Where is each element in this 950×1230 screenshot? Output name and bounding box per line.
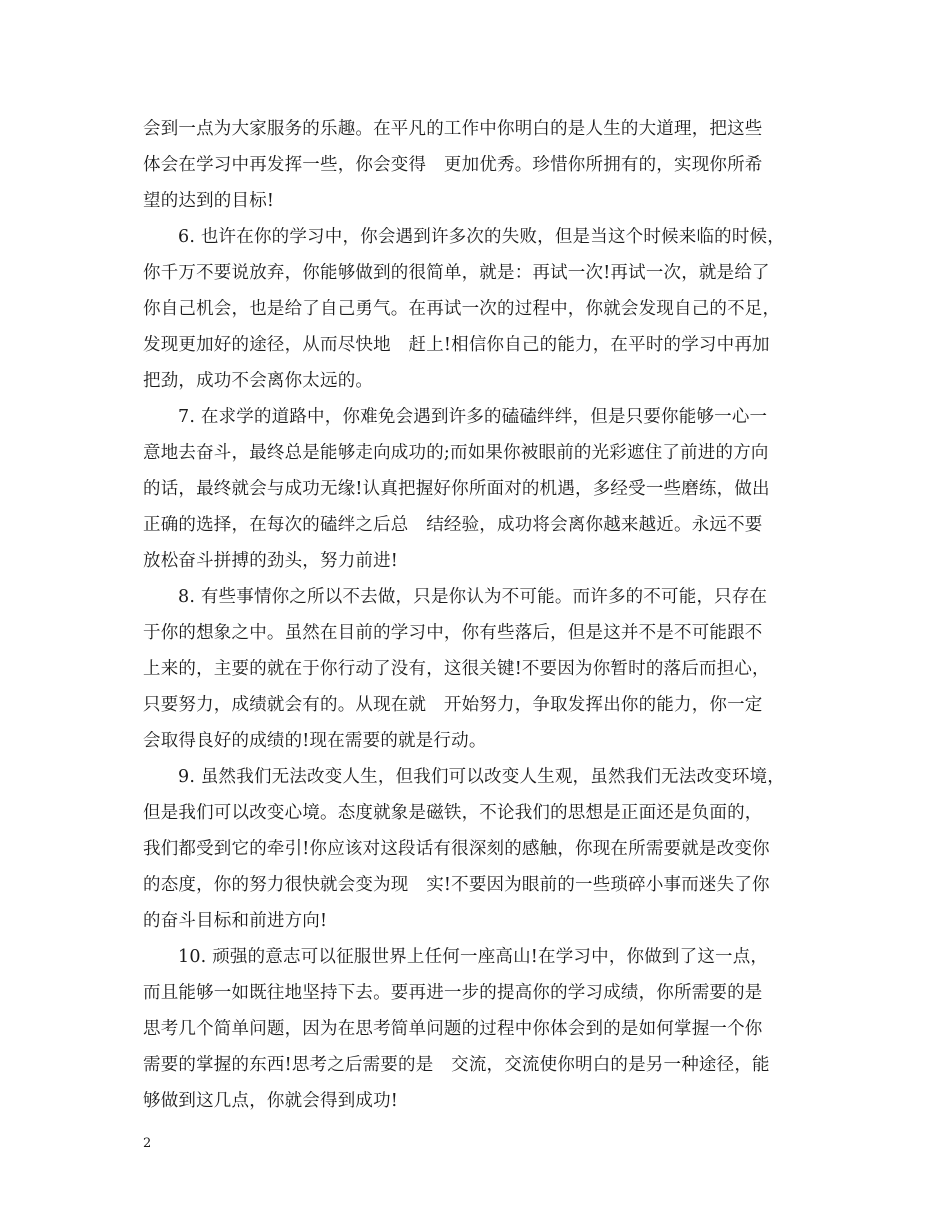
- paragraph-8-start: 8. 有些事情你之所以不去做，只是你认为不可能。而许多的不可能，只存在: [178, 587, 768, 607]
- text-line: 把劲，成功不会离你太远的。: [143, 371, 374, 391]
- text-line: 需要的掌握的东西!思考之后需要的是 交流，交流使你明白的是另一种途径，能: [143, 1055, 770, 1075]
- paragraph-10-start: 10. 顽强的意志可以征服世界上任何一座高山!在学习中，你做到了这一点，: [178, 947, 769, 967]
- text-line: 于你的想象之中。虽然在目前的学习中，你有些落后，但是这并不是不可能跟不: [143, 623, 763, 643]
- text-line: 我们都受到它的牵引!你应该对这段话有很深刻的感触，你现在所需要就是改变你: [143, 839, 770, 859]
- text-line: 放松奋斗拼搏的劲头，努力前进!: [143, 551, 399, 571]
- text-line: 的态度，你的努力很快就会变为现 实!不要因为眼前的一些琐碎小事而迷失了你: [143, 875, 770, 895]
- text-line: 上来的，主要的就在于你行动了没有，这很关键!不要因为你暂时的落后而担心，: [143, 659, 770, 679]
- text-line: 意地去奋斗，最终总是能够走向成功的;而如果你被眼前的光彩遮住了前进的方向: [143, 443, 769, 463]
- text-line: 发现更加好的途径，从而尽快地 赶上!相信你自己的能力，在平时的学习中再加: [143, 335, 770, 355]
- text-line: 你千万不要说放弃，你能够做到的很简单，就是：再试一次!再试一次，就是给了: [143, 263, 770, 283]
- text-line: 只要努力，成绩就会有的。从现在就 开始努力，争取发挥出你的能力，你一定: [143, 695, 763, 715]
- text-line: 会到一点为大家服务的乐趣。在平凡的工作中你明白的是人生的大道理，把这些: [143, 119, 763, 139]
- paragraph-6-start: 6. 也许在你的学习中，你会遇到许多次的失败，但是当这个时候来临的时候，: [178, 227, 785, 247]
- text-line: 你自己机会，也是给了自己勇气。在再试一次的过程中，你就会发现自己的不足，: [143, 299, 781, 319]
- text-line: 会取得良好的成绩的!现在需要的就是行动。: [143, 731, 487, 751]
- text-line: 的奋斗目标和前进方向!: [143, 911, 328, 931]
- text-line: 望的达到的目标!: [143, 191, 275, 211]
- text-line: 正确的选择，在每次的磕绊之后总 结经验，成功将会离你越来越近。永远不要: [143, 515, 763, 535]
- text-line: 思考几个简单问题，因为在思考简单问题的过程中你体会到的是如何掌握一个你: [143, 1019, 763, 1039]
- text-line: 但是我们可以改变心境。态度就象是磁铁，不论我们的思想是正面还是负面的，: [143, 803, 763, 823]
- paragraph-7-start: 7. 在求学的道路中，你难免会遇到许多的磕磕绊绊，但是只要你能够一心一: [178, 407, 768, 427]
- text-line: 够做到这几点，你就会得到成功!: [143, 1091, 399, 1111]
- text-line: 而且能够一如既往地坚持下去。要再进一步的提高你的学习成绩，你所需要的是: [143, 983, 763, 1003]
- paragraph-9-start: 9. 虽然我们无法改变人生，但我们可以改变人生观，虽然我们无法改变环境，: [178, 767, 785, 787]
- text-line: 体会在学习中再发挥一些，你会变得 更加优秀。珍惜你所拥有的，实现你所希: [143, 155, 763, 175]
- page-number: 2: [143, 1136, 152, 1151]
- text-line: 的话，最终就会与成功无缘!认真把握好你所面对的机遇，多经受一些磨练，做出: [143, 479, 770, 499]
